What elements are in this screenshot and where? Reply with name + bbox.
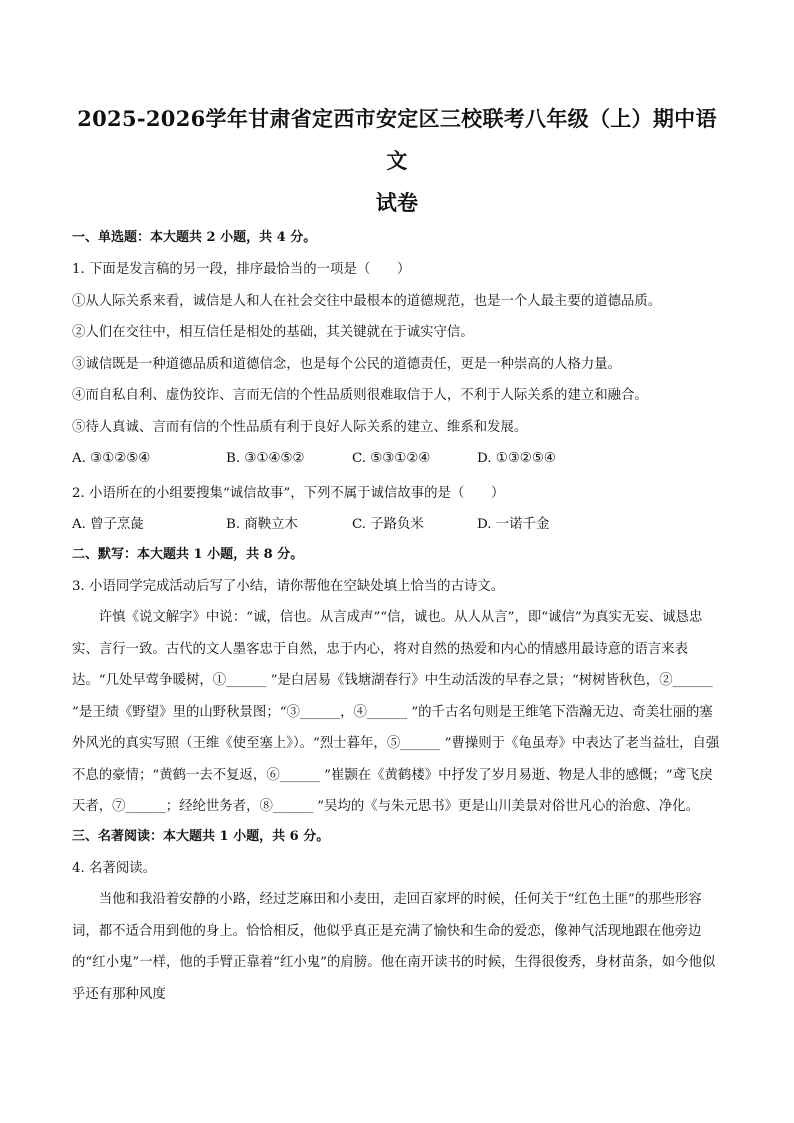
question-2-option-a: A. 曾子烹彘 <box>72 517 144 532</box>
question-4-stem: 4. 名著阅读。 <box>72 860 156 876</box>
question-2-option-d: D. 一诺千金 <box>477 517 550 532</box>
section-heading-2: 二、默写：本大题共 1 小题，共 8 分。 <box>72 546 304 562</box>
question-1-option-b: B. ③①④⑤② <box>226 451 305 466</box>
section-heading-3: 三、名著阅读：本大题共 1 小题，共 6 分。 <box>72 828 330 844</box>
section-heading-1: 一、单选题：本大题共 2 小题，共 4 分。 <box>72 230 317 245</box>
exam-title-line1: 2025-2026学年甘肃省定西市安定区三校联考八年级（上）期中语文 <box>77 106 717 173</box>
question-2-option-c: C. 子路负米 <box>352 517 424 532</box>
question-1-item-2: ②人们在交往中，相互信任是相处的基础，其关键就在于诚实守信。 <box>72 325 474 340</box>
question-1-item-4: ④而自私自利、虚伪狡诈、言而无信的个性品质则很难取信于人，不利于人际关系的建立和融合。 <box>72 388 648 403</box>
question-2-stem: 2. 小语所在的小组要搜集“诚信故事”，下列不属于诚信故事的是（ ） <box>72 485 505 501</box>
question-4-passage: 当他和我沿着安静的小路，经过芝麻田和小麦田，走回百家坪的时候，任何关于“红色土匪”的那些形容词，都不适合用到他的身上。恰恰相反，他似乎真正是充满了愉快和生命的爱恋，像神气活现地跟在他旁边的“红小鬼”一样，他的手臂正靠着“红小鬼”的肩膀。他在南开读书的时候，生得很俊秀，身材苗条，如今他似乎还有那种风度 <box>72 892 716 1002</box>
exam-title <box>72 98 722 224</box>
exam-page <box>72 98 722 1010</box>
question-2-options <box>72 509 722 541</box>
question-1-stem: 1. 下面是发言稿的另一段，排序最恰当的一项是（ ） <box>72 262 411 277</box>
question-2-option-b: B. 商鞅立木 <box>226 517 298 532</box>
question-1-item-5: ⑤待人真诚、言而有信的个性品质有利于良好人际关系的建立、维系和发展。 <box>72 419 528 435</box>
question-1-option-a: A. ③①②⑤④ <box>72 451 151 466</box>
question-1-option-d: D. ①③②⑤④ <box>477 451 556 466</box>
question-3-stem: 3. 小语同学完成活动后写了小结，请你帮他在空缺处填上恰当的古诗文。 <box>72 578 505 594</box>
exam-title-line2: 试卷 <box>375 190 419 215</box>
question-1-item-1: ①从人际关系来看，诚信是人和人在社会交往中最根本的道德规范，也是一个人最主要的道德品质。 <box>72 293 662 309</box>
question-3-passage: 许慎《说文解字》中说：“诚，信也。从言成声”“信，诚也。从人从言”，即“诚信”为真实无妄、诚恳忠实、言行一致。古代的文人墨客忠于自然，忠于内心，将对自然的热爱和内心的情感用最诗意的语言来表达。“几处早莺争暖树，①______ ”是白居易《钱塘湖春行》中生动活泼的早春之景；“树树皆秋色，②______ ”是王绩《野望》里的山野秋景图；“③______，④______ ”的千古名句则是王维笔下浩瀚无边、奇美壮丽的塞外风光的真实写照（王维《使至塞上》）。“烈士暮年，⑤______ ”曹操则于《龟虽寿》中表达了老当益壮，自强不息的豪情；“黄鹤一去不复返，⑥______ ”崔颢在《黄鹤楼》中抒发了岁月易逝、物是人非的感慨；“鸢飞戾天者，⑦______；经纶世务者，⑧______ ”吴均的《与朱元思书》更是山川美景对俗世凡心的治愈、净化。 <box>72 610 720 814</box>
question-1-option-c: C. ⑤③①②④ <box>352 451 431 466</box>
question-1-item-3: ③诚信既是一种道德品质和道德信念，也是每个公民的道德责任，更是一种崇高的人格力量。 <box>72 356 622 372</box>
question-1-options <box>72 443 722 475</box>
